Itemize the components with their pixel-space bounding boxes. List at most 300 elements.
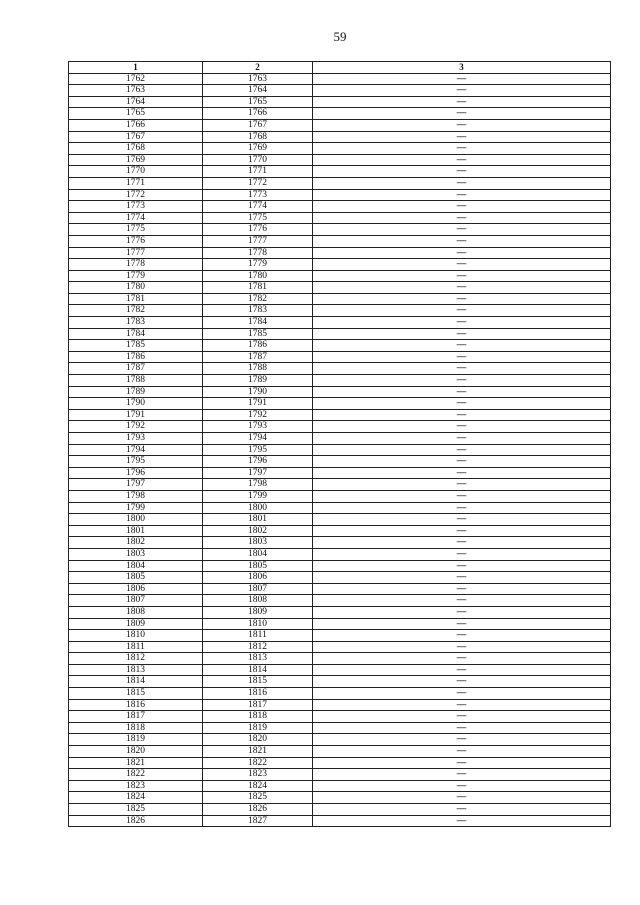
cell-value: 1813	[248, 653, 267, 664]
table-cell	[69, 363, 203, 375]
table-cell	[203, 479, 313, 491]
table-cell	[69, 421, 203, 433]
table-cell	[313, 688, 611, 700]
cell-value: 1816	[248, 688, 267, 699]
cell-value: 1790	[126, 398, 145, 409]
table-cell	[203, 583, 313, 595]
cell-value: 1818	[126, 722, 145, 733]
table-cell	[313, 618, 611, 630]
table-cell	[69, 166, 203, 178]
dash-mark: —	[456, 769, 467, 780]
dash-mark: —	[456, 166, 467, 177]
dash-mark: —	[456, 433, 467, 443]
dash-mark: —	[456, 583, 467, 594]
table-cell	[69, 201, 203, 213]
cell-value: 1811	[126, 641, 145, 652]
cell-value: 1764	[126, 96, 145, 107]
table-cell	[313, 177, 611, 189]
table-row	[69, 444, 611, 456]
table-row	[69, 514, 611, 526]
table-row	[69, 409, 611, 421]
table-row	[69, 780, 611, 792]
table-row	[69, 456, 611, 468]
table-row	[69, 572, 611, 584]
cell-value: 1765	[126, 108, 145, 119]
table-cell	[69, 769, 203, 781]
cell-value: 1778	[126, 259, 145, 270]
cell-value: 1785	[126, 340, 145, 351]
table-row	[69, 722, 611, 734]
cell-value: 1805	[126, 572, 145, 583]
table-cell	[69, 780, 203, 792]
dash-mark: —	[456, 595, 467, 606]
cell-value: 1777	[248, 235, 267, 246]
cell-value: 1814	[248, 664, 267, 675]
table-cell	[313, 548, 611, 560]
table-row	[69, 270, 611, 282]
table-cell	[203, 73, 313, 85]
table-cell	[203, 201, 313, 213]
table-row	[69, 201, 611, 213]
cell-value: 1791	[248, 398, 267, 409]
table-cell	[313, 85, 611, 97]
dash-mark: —	[456, 780, 467, 791]
table-row	[69, 177, 611, 189]
table-cell	[203, 328, 313, 340]
cell-value: 1801	[248, 514, 267, 525]
dash-mark: —	[456, 606, 467, 617]
table-cell	[203, 212, 313, 224]
table-cell	[69, 177, 203, 189]
table-row	[69, 583, 611, 595]
table-row	[69, 502, 611, 514]
cell-value: 1794	[126, 444, 145, 455]
table-cell	[313, 166, 611, 178]
dash-mark: —	[456, 328, 467, 339]
table-cell	[313, 201, 611, 213]
cell-value: 1771	[248, 166, 267, 177]
cell-value: 1800	[248, 502, 267, 513]
table-cell	[203, 746, 313, 758]
table-cell	[69, 618, 203, 630]
table-cell	[69, 722, 203, 734]
cell-value: 1810	[126, 630, 145, 641]
table-cell	[69, 595, 203, 607]
cell-value: 1782	[248, 293, 267, 304]
table-cell	[69, 804, 203, 816]
cell-value: 1777	[126, 247, 145, 258]
dash-mark: —	[456, 293, 467, 304]
cell-value: 1813	[126, 664, 145, 675]
table-cell	[69, 154, 203, 166]
cell-value: 1796	[126, 467, 145, 478]
table-cell	[203, 548, 313, 560]
table-cell	[69, 502, 203, 514]
table-cell	[69, 131, 203, 143]
dash-mark: —	[456, 757, 467, 768]
column-header: 3	[313, 62, 611, 74]
table-cell	[313, 340, 611, 352]
dash-mark: —	[456, 259, 467, 270]
table-cell	[313, 514, 611, 526]
table-cell	[203, 711, 313, 723]
table-row	[69, 746, 611, 758]
table-row	[69, 467, 611, 479]
dash-mark: —	[456, 224, 467, 235]
dash-mark: —	[456, 201, 467, 212]
table-cell	[313, 270, 611, 282]
cell-value: 1773	[248, 189, 267, 200]
table-cell	[69, 305, 203, 317]
cell-value: 1794	[248, 433, 267, 443]
dash-mark: —	[456, 73, 467, 84]
cell-value: 1817	[126, 711, 145, 722]
table-cell	[69, 456, 203, 468]
table-cell	[203, 444, 313, 456]
table-cell	[203, 166, 313, 178]
cell-value: 1826	[126, 815, 145, 826]
dash-mark: —	[456, 479, 467, 490]
table-cell	[69, 317, 203, 329]
table-cell	[203, 502, 313, 514]
table-row	[69, 664, 611, 676]
table-cell	[313, 375, 611, 387]
dash-mark: —	[456, 525, 467, 536]
cell-value: 1773	[126, 201, 145, 212]
dash-mark: —	[456, 119, 467, 130]
table-row	[69, 351, 611, 363]
table-cell	[313, 606, 611, 618]
dash-mark: —	[456, 363, 467, 374]
column-header: 1	[69, 62, 203, 74]
table-cell	[203, 270, 313, 282]
table-cell	[313, 711, 611, 723]
cell-value: 1803	[248, 537, 267, 548]
cell-value: 1797	[248, 467, 267, 478]
dash-mark: —	[456, 572, 467, 583]
table-cell	[69, 351, 203, 363]
table-cell	[69, 734, 203, 746]
data-table	[68, 61, 611, 827]
table-cell	[313, 456, 611, 468]
table-cell	[69, 259, 203, 271]
dash-mark: —	[456, 305, 467, 316]
table-cell	[203, 664, 313, 676]
cell-value: 1806	[126, 583, 145, 594]
cell-value: 1766	[248, 108, 267, 119]
table-cell	[69, 467, 203, 479]
table-row	[69, 606, 611, 618]
table-cell	[69, 189, 203, 201]
table-cell	[313, 154, 611, 166]
cell-value: 1795	[126, 456, 145, 467]
table-cell	[203, 514, 313, 526]
table-cell	[69, 606, 203, 618]
dash-mark: —	[456, 375, 467, 386]
table-cell	[203, 815, 313, 827]
table-cell	[203, 119, 313, 131]
table-cell	[313, 421, 611, 433]
table-cell	[69, 548, 203, 560]
cell-value: 1818	[248, 711, 267, 722]
dash-mark: —	[456, 398, 467, 409]
cell-value: 1770	[126, 166, 145, 177]
table-cell	[313, 525, 611, 537]
cell-value: 1797	[126, 479, 145, 490]
table-row	[69, 293, 611, 305]
table-cell	[69, 96, 203, 108]
table-cell	[313, 676, 611, 688]
table-cell	[203, 96, 313, 108]
dash-mark: —	[456, 711, 467, 722]
cell-value: 1822	[126, 769, 145, 780]
cell-value: 1793	[248, 421, 267, 432]
table-cell	[203, 259, 313, 271]
table-cell	[203, 490, 313, 502]
dash-mark: —	[456, 131, 467, 142]
table-cell	[313, 815, 611, 827]
table-cell	[69, 119, 203, 131]
table-cell	[69, 212, 203, 224]
table-cell	[313, 769, 611, 781]
dash-mark: —	[456, 676, 467, 687]
table-cell	[69, 270, 203, 282]
cell-value: 1807	[126, 595, 145, 606]
table-cell	[203, 154, 313, 166]
table-cell	[313, 630, 611, 642]
cell-value: 1806	[248, 572, 267, 583]
table-cell	[203, 688, 313, 700]
cell-value: 1768	[126, 143, 145, 154]
cell-value: 1809	[126, 618, 145, 629]
cell-value: 1821	[126, 757, 145, 768]
table-row	[69, 618, 611, 630]
table-row	[69, 85, 611, 97]
cell-value: 1808	[248, 595, 267, 606]
table-row	[69, 769, 611, 781]
cell-value: 1810	[248, 618, 267, 629]
table-cell	[203, 769, 313, 781]
cell-value: 1799	[248, 490, 267, 501]
table-cell	[313, 96, 611, 108]
table-cell	[203, 433, 313, 445]
table-cell	[313, 235, 611, 247]
dash-mark: —	[456, 734, 467, 745]
cell-value: 1826	[248, 804, 267, 814]
table-cell	[203, 386, 313, 398]
dash-mark: —	[456, 154, 467, 165]
table-cell	[313, 131, 611, 143]
table-row	[69, 653, 611, 665]
table-cell	[69, 479, 203, 491]
table-cell	[203, 131, 313, 143]
table-cell	[69, 525, 203, 537]
table-cell	[203, 375, 313, 387]
cell-value: 1824	[248, 780, 267, 791]
cell-value: 1776	[126, 235, 145, 246]
cell-value: 1764	[248, 85, 267, 96]
table-cell	[203, 143, 313, 155]
table-cell	[313, 734, 611, 746]
cell-value: 1817	[248, 699, 267, 710]
table-cell	[69, 664, 203, 676]
table-cell	[203, 560, 313, 572]
table-cell	[69, 108, 203, 120]
table-row	[69, 317, 611, 329]
cell-value: 1791	[126, 409, 145, 420]
table-cell	[203, 653, 313, 665]
table-cell	[203, 247, 313, 259]
table-cell	[203, 467, 313, 479]
table-cell	[69, 433, 203, 445]
table-cell	[69, 560, 203, 572]
table-cell	[69, 653, 203, 665]
table-row	[69, 433, 611, 445]
table-row	[69, 548, 611, 560]
table-cell	[69, 746, 203, 758]
cell-value: 1770	[248, 154, 267, 165]
table-cell	[69, 73, 203, 85]
table-cell	[313, 560, 611, 572]
table-cell	[313, 282, 611, 294]
table-row	[69, 537, 611, 549]
table-cell	[203, 734, 313, 746]
table-row	[69, 421, 611, 433]
table-cell	[313, 479, 611, 491]
cell-value: 1802	[248, 525, 267, 536]
cell-value: 1824	[126, 792, 145, 803]
table-cell	[313, 664, 611, 676]
dash-mark: —	[456, 815, 467, 826]
table-cell	[313, 212, 611, 224]
table-row	[69, 143, 611, 155]
cell-value: 1774	[248, 201, 267, 212]
table-row	[69, 398, 611, 410]
table-row	[69, 734, 611, 746]
cell-value: 1763	[126, 85, 145, 96]
table-row	[69, 490, 611, 502]
table-row	[69, 699, 611, 711]
table-cell	[313, 699, 611, 711]
table-row	[69, 688, 611, 700]
cell-value: 1793	[126, 433, 145, 443]
cell-value: 1823	[126, 780, 145, 791]
cell-value: 1772	[248, 177, 267, 188]
dash-mark: —	[456, 688, 467, 699]
dash-mark: —	[456, 386, 467, 397]
table-cell	[69, 711, 203, 723]
table-cell	[313, 490, 611, 502]
cell-value: 1778	[248, 247, 267, 258]
cell-value: 1802	[126, 537, 145, 548]
dash-mark: —	[456, 189, 467, 200]
dash-mark: —	[456, 340, 467, 351]
table-cell	[69, 444, 203, 456]
table-cell	[313, 444, 611, 456]
table-row	[69, 212, 611, 224]
cell-value: 1762	[126, 73, 145, 84]
table-cell	[203, 525, 313, 537]
table-cell	[203, 792, 313, 804]
cell-value: 1787	[126, 363, 145, 374]
table-row	[69, 305, 611, 317]
cell-value: 1771	[126, 177, 145, 188]
table-cell	[69, 398, 203, 410]
cell-value: 1780	[248, 270, 267, 281]
table-cell	[313, 189, 611, 201]
table-cell	[313, 224, 611, 236]
table-cell	[313, 143, 611, 155]
dash-mark: —	[456, 421, 467, 432]
cell-value: 1784	[126, 328, 145, 339]
table-row	[69, 676, 611, 688]
table-cell	[313, 572, 611, 584]
dash-mark: —	[456, 618, 467, 629]
dash-mark: —	[456, 804, 467, 814]
table-cell	[313, 433, 611, 445]
table-cell	[203, 363, 313, 375]
table-cell	[69, 340, 203, 352]
dash-mark: —	[456, 409, 467, 420]
table-row	[69, 641, 611, 653]
cell-value: 1798	[248, 479, 267, 490]
table-cell	[69, 235, 203, 247]
cell-value: 1825	[248, 792, 267, 803]
dash-mark: —	[456, 792, 467, 803]
cell-value: 1789	[126, 386, 145, 397]
cell-value: 1784	[248, 317, 267, 328]
table-row	[69, 131, 611, 143]
cell-value: 1772	[126, 189, 145, 200]
cell-value: 1790	[248, 386, 267, 397]
cell-value: 1801	[126, 525, 145, 536]
cell-value: 1763	[248, 73, 267, 84]
table-cell	[203, 398, 313, 410]
dash-mark: —	[456, 108, 467, 119]
table-row	[69, 189, 611, 201]
table-cell	[69, 409, 203, 421]
table-row	[69, 247, 611, 259]
table-cell	[313, 583, 611, 595]
table-row	[69, 815, 611, 827]
cell-value: 1795	[248, 444, 267, 455]
table-cell	[69, 143, 203, 155]
cell-value: 1796	[248, 456, 267, 467]
table-cell	[69, 676, 203, 688]
cell-value: 1780	[126, 282, 145, 293]
cell-value: 1814	[126, 676, 145, 687]
table-row	[69, 119, 611, 131]
table-cell	[203, 85, 313, 97]
dash-mark: —	[456, 722, 467, 733]
cell-value: 1767	[126, 131, 145, 142]
table-cell	[313, 305, 611, 317]
cell-value: 1769	[248, 143, 267, 154]
table-body	[69, 73, 611, 827]
table-row	[69, 259, 611, 271]
cell-value: 1815	[248, 676, 267, 687]
table-cell	[313, 780, 611, 792]
dash-mark: —	[456, 444, 467, 455]
table-row	[69, 525, 611, 537]
table-cell	[69, 328, 203, 340]
cell-value: 1765	[248, 96, 267, 107]
table-cell	[313, 792, 611, 804]
cell-value: 1805	[248, 560, 267, 571]
cell-value: 1768	[248, 131, 267, 142]
table-row	[69, 166, 611, 178]
table-cell	[69, 224, 203, 236]
